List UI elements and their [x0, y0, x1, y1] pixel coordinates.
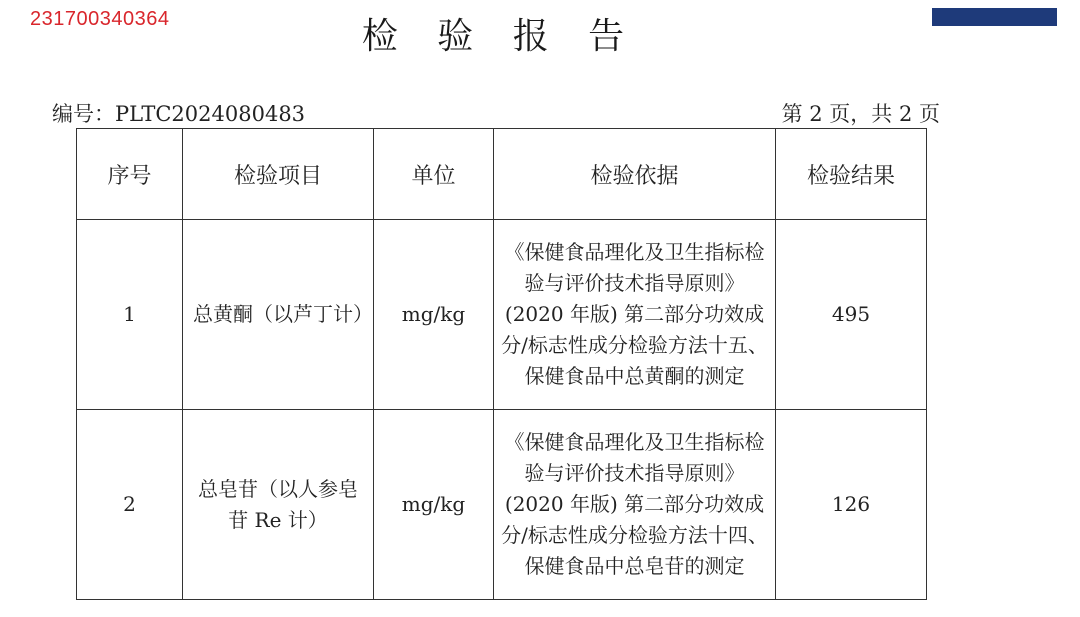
row-serial-no: 2 [77, 410, 183, 600]
header-test-result: 检验结果 [776, 129, 927, 220]
row-test-item [183, 410, 374, 600]
header-blue-bar [932, 8, 1057, 26]
report-code-stamp: 231700340364 [30, 8, 170, 30]
row-unit: mg/kg [374, 410, 494, 600]
row-unit: mg/kg [374, 220, 494, 410]
row-test-result: 126 [776, 410, 927, 600]
page-indicator: 第 2 页，共 2 页 [781, 102, 940, 126]
header-serial-no: 序号 [77, 129, 183, 220]
header-test-basis: 检验依据 [494, 129, 776, 220]
header-test-item: 检验项目 [183, 129, 374, 220]
row-test-result: 495 [776, 220, 927, 410]
row-test-item-text: 总皂苷（以人参皂苷 Re 计） [198, 476, 358, 532]
document-number: 编号：PLTC2024080483 [52, 102, 306, 126]
header-unit: 单位 [374, 129, 494, 220]
table-row [77, 220, 927, 410]
row-test-item-text: 总黄酮（以芦丁计） [193, 302, 373, 326]
row-serial-no: 1 [77, 220, 183, 410]
row-test-basis: 《保健食品理化及卫生指标检验与评价技术指导原则》(2020 年版) 第二部分功效成分/标志性成分检验方法十五、保健食品中总黄酮的测定 [494, 220, 776, 410]
inspection-table [76, 128, 927, 600]
table-header-row [77, 129, 927, 220]
table-row [77, 410, 927, 600]
report-title: 检 验 报 告 [361, 16, 639, 57]
row-test-item [183, 220, 374, 410]
row-test-basis: 《保健食品理化及卫生指标检验与评价技术指导原则》(2020 年版) 第二部分功效成分/标志性成分检验方法十四、保健食品中总皂苷的测定 [494, 410, 776, 600]
